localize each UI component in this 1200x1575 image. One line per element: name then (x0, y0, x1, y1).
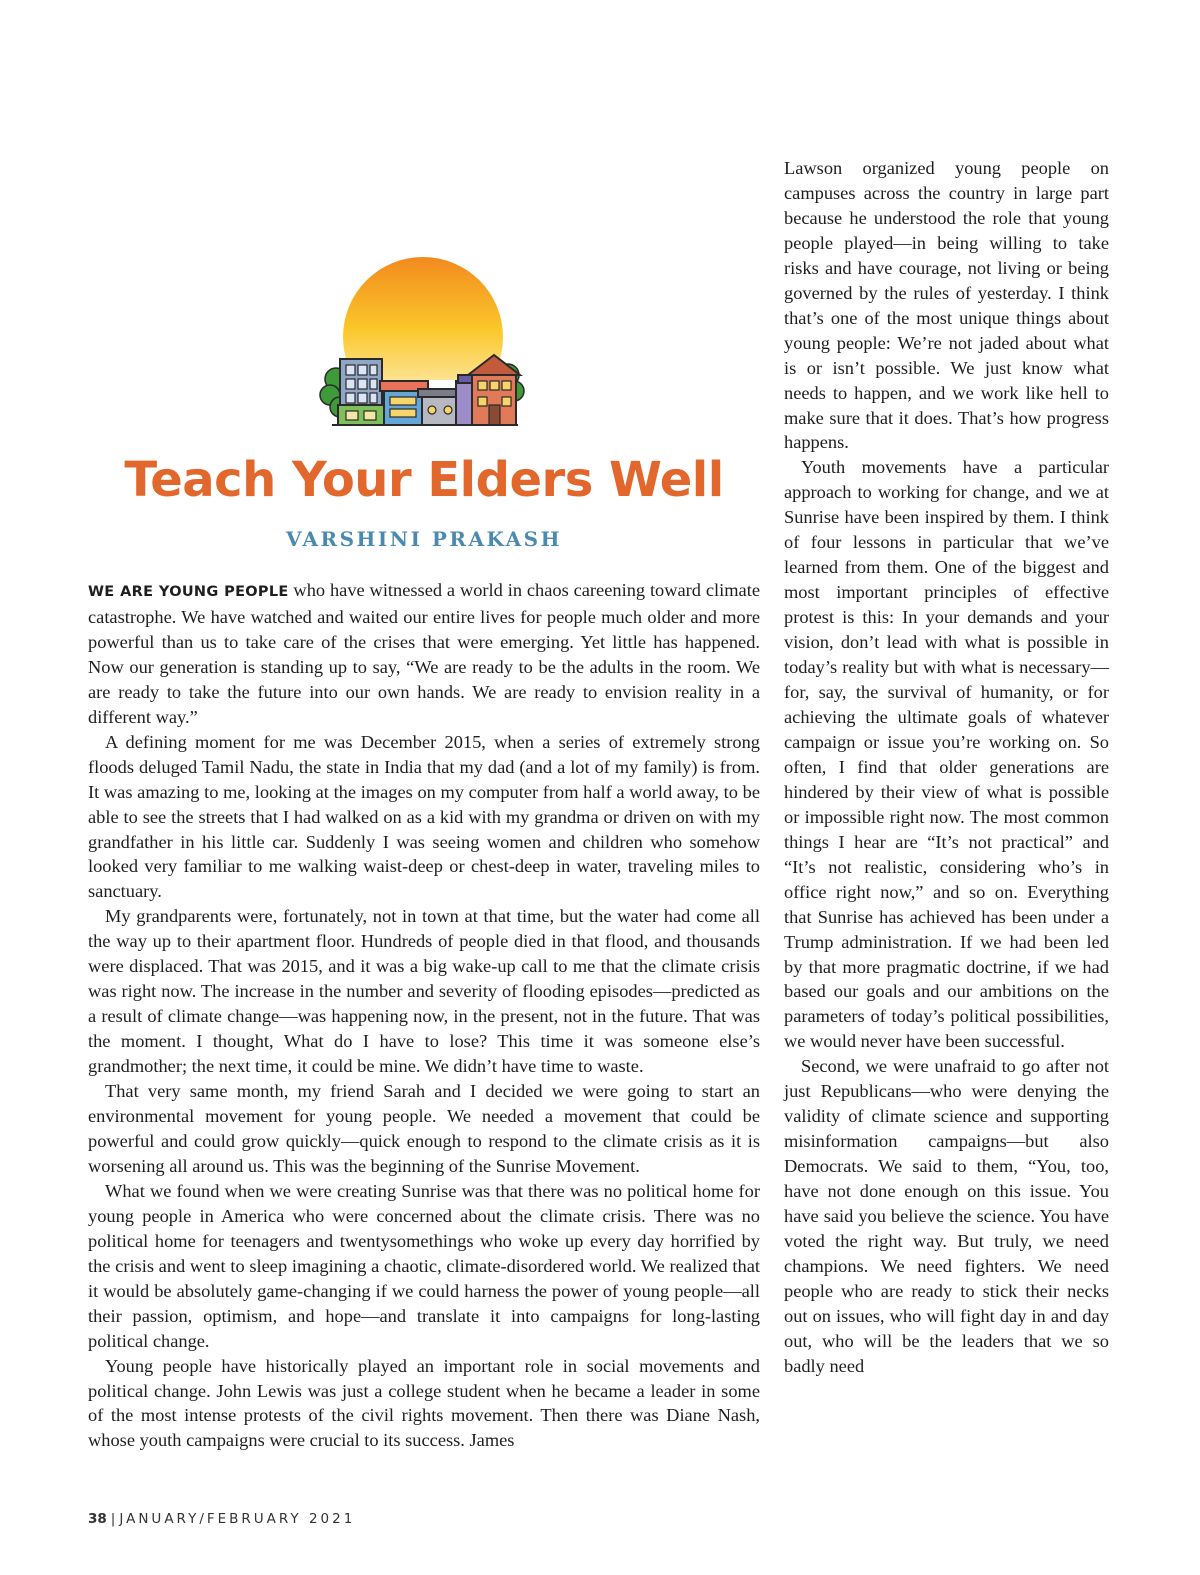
paragraph: A defining moment for me was December 2015, when a series of extremely strong floods deluged Tamil Nadu, the state in India that my dad (and a lot of my family) is from. It was amazing to me, looking at the images on my computer from half a world away, to be able to see the streets that I had walked on as a kid with my grandma or driven on with my grandfather in his little car. Suddenly I was seeing women and children who somehow looked very familiar to me walking waist-deep or chest-deep in water, traveling miles to sanctuary. (88, 731, 760, 902)
paragraph: Lawson organized young people on campuses across the country in large part because he understood the role that young people played—in being willing to take risks and have courage, not living or being governed by the rules of yesterday. I think that’s one of the most unique things about young people: We’re not jaded about what is or isn’t possible. We just know what needs to happen, and we work like hell to make sure that it does. That’s how progress happens. (784, 158, 1109, 453)
green-shop (338, 405, 386, 425)
paragraph: Youth movements have a particular approach to working for change, and we at Sunrise have been inspired by them. I think of four lessons in particular that we’ve learned from them. One of the biggest and most important principles of effective protest is this: In your demands and your vision, don’t lead with what is possible in today’s reality but with what is necessary—for, say, the survival of humanity, or for achieving the ultimate goals of whatever campaign or issue you’re working on. So often, I find that older generations are hindered by their view of what is possible or impossible right now. The most common things I hear are “It’s not practical” and “It’s not realistic, considering who’s in office right now,” and so on. Everything that Sunrise has achieved has been under a Trump administration. If we had been led by that more pragmatic doctrine, if we had based our goals and our ambitions on the parameters of today’s political possibilities, we would never have been successful. (784, 457, 1109, 1052)
page-footer (88, 1511, 355, 1527)
article-title: Teach Your Elders Well (124, 452, 724, 508)
paragraph: That very same month, my friend Sarah and I decided we were going to start an environmental movement for young people. We needed a movement that could be powerful and could grow quickly—quick enough to respond to the climate crisis as it is worsening all around us. This was the beginning of the Sunrise Movement. (88, 1081, 760, 1176)
paragraph: My grandparents were, fortunately, not in town at that time, but the water had come all the way up to their apartment floor. Hundreds of people died in that flood, and thousands were displaced. That was 2015, and it was a big wake-up call to me that the climate crisis was right now. The increase in the number and severity of flooding episodes—predicted as a result of climate change—was happening now, in the present, not in the future. That was the moment. I thought, What do I have to lose? This time it was someone else’s grandmother; the next time, it could be mine. We didn’t have time to waste. (88, 906, 760, 1077)
paragraph: Young people have historically played an important role in social movements and political change. John Lewis was just a college student when he became a leader in some of the most intense protests of the civil rights movement. Then there was Diane Nash, whose youth campaigns were crucial to its success. James (88, 1355, 760, 1451)
paragraph: What we found when we were creating Sunrise was that there was no political home for young people in America who were concerned about the climate crisis. There was no political home for teenagers and twentysomethings who woke up every day horrified by the crisis and went to sleep imagining a chaotic, climate-disordered world. We realized that it would be absolutely game-changing if we could harness the power of young people—all their passion, optimism, and hope—and translate it into campaigns for long-lasting political change. (88, 1180, 760, 1351)
paragraph: Second, we were unafraid to go after not just Republicans—who were denying the validity of climate science and supporting misinformation campaigns—but also Democrats. We said to them, “You, too, have not done enough on this issue. You have said you believe the science. You have voted the right way. But truly, we need champions. We need fighters. We need people who are ready to stick their necks out on issues, who will fight day in and day out, who will be the leaders that we so badly need (784, 1056, 1109, 1376)
paragraph-text: who have witnessed a world in chaos careening toward climate catastrophe. We have watched and waited our entire lives for people much older and more powerful than us to take care of the crises that were emerging. Yet little has happened. Now our generation is standing up to say, “We are ready to be the adults in the room. We are ready to take the future into our own hands. We are ready to envision reality in a different way.” (88, 580, 760, 727)
footer-separator: | (110, 1511, 116, 1527)
right-column (784, 156, 1109, 1379)
sunrise-city-illustration (318, 255, 528, 435)
lead-in: WE ARE YOUNG PEOPLE (88, 584, 289, 600)
orange-building (380, 381, 428, 425)
left-column (88, 578, 760, 1453)
paragraph (88, 578, 760, 730)
issue-date: JANUARY/FEBRUARY 2021 (119, 1511, 356, 1527)
page-number: 38 (88, 1511, 107, 1527)
author-byline: VARSHINI PRAKASH (285, 527, 562, 551)
